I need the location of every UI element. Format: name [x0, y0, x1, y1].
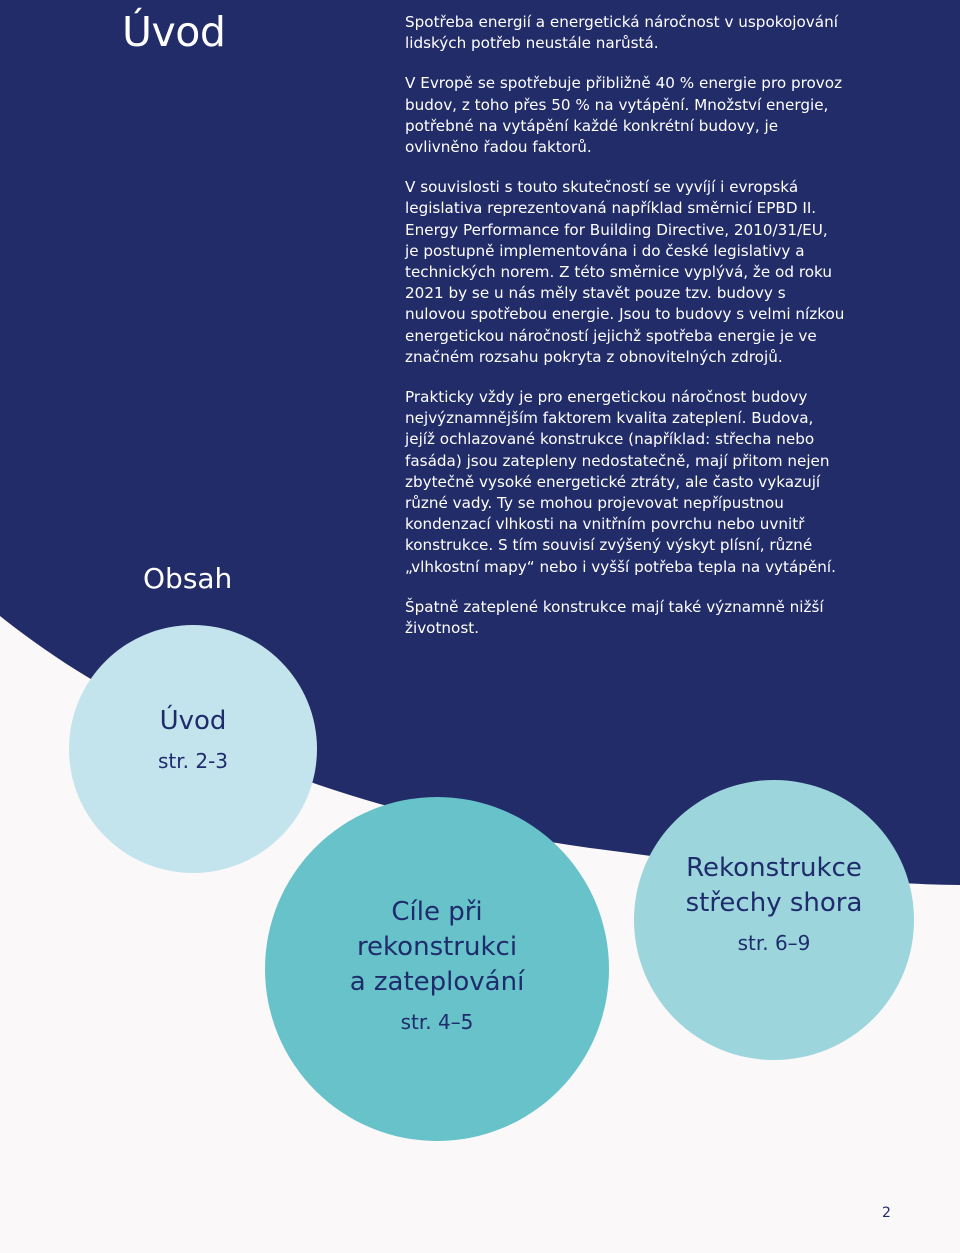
toc-item-title: [347, 895, 527, 1000]
intro-paragraph: Špatně zateplené konstrukce mají také významně nižší životnost.: [405, 597, 824, 638]
toc-item-title-text: Cíle při rekonstrukci a zateplování: [349, 896, 525, 997]
intro-paragraph: V souvislosti s touto skutečností se vyvíjí i evropská legislativa reprezentovaná například směrnicí EPBD II. Energy Performance for Building Directive, 2010/31/EU, je postupně implementována i do české legislativy a technických norem. Z této směrnice vyplývá, že od roku 2021 by se u nás měly stavět pouze tzv. budovy s nulovou spotřebou energie. Jsou to budovy s velmi nízkou energetickou náročností jejichž spotřeba energie je ve značném rozsahu pokryta z obnovitelných zdrojů.: [405, 178, 845, 366]
toc-item-title-text: Rekonstrukce střechy shora: [685, 853, 863, 918]
toc-item-pages: str. 6–9: [737, 931, 811, 955]
toc-item-rekonstrukce[interactable]: [634, 780, 914, 1060]
toc-item-title: [679, 851, 869, 921]
toc-item-pages: str. 2-3: [157, 748, 229, 773]
toc-heading: Obsah: [143, 562, 233, 595]
intro-paragraph: Spotřeba energií a energetická náročnost v uspokojování lidských potřeb neustále narůstá.: [405, 13, 838, 53]
toc-item-title: Úvod: [159, 705, 227, 736]
toc-item-uvod[interactable]: [69, 625, 317, 873]
page-title: Úvod: [122, 8, 226, 56]
intro-text: [405, 12, 845, 658]
toc-item-pages: str. 4–5: [400, 1009, 474, 1034]
page-number: 2: [882, 1205, 891, 1221]
toc-item-cile[interactable]: [265, 797, 609, 1141]
intro-paragraph: Prakticky vždy je pro energetickou náročnost budovy nejvýznamnějším faktorem kvalita zateplení. Budova, jejíž ochlazované konstrukce (například: střecha nebo fasáda) jsou zatepleny nedostatečně, mají přitom nejen zbytečně vysoké energetické ztráty, ale často vykazují různé vady. Ty se mohou projevovat nepřípustnou kondenzací vlhkosti na vnitřním povrchu nebo uvnitř konstrukce. S tím souvisí zvýšený výskyt plísní, různé „vlhkostní mapy“ nebo i vyšší potřeba tepla na vytápění.: [405, 388, 836, 576]
intro-paragraph: V Evropě se spotřebuje přibližně 40 % energie pro provoz budov, z toho přes 50 % na vytápění. Množství energie, potřebné na vytápění každé konkrétní budovy, je ovlivněno řadou faktorů.: [405, 74, 843, 157]
